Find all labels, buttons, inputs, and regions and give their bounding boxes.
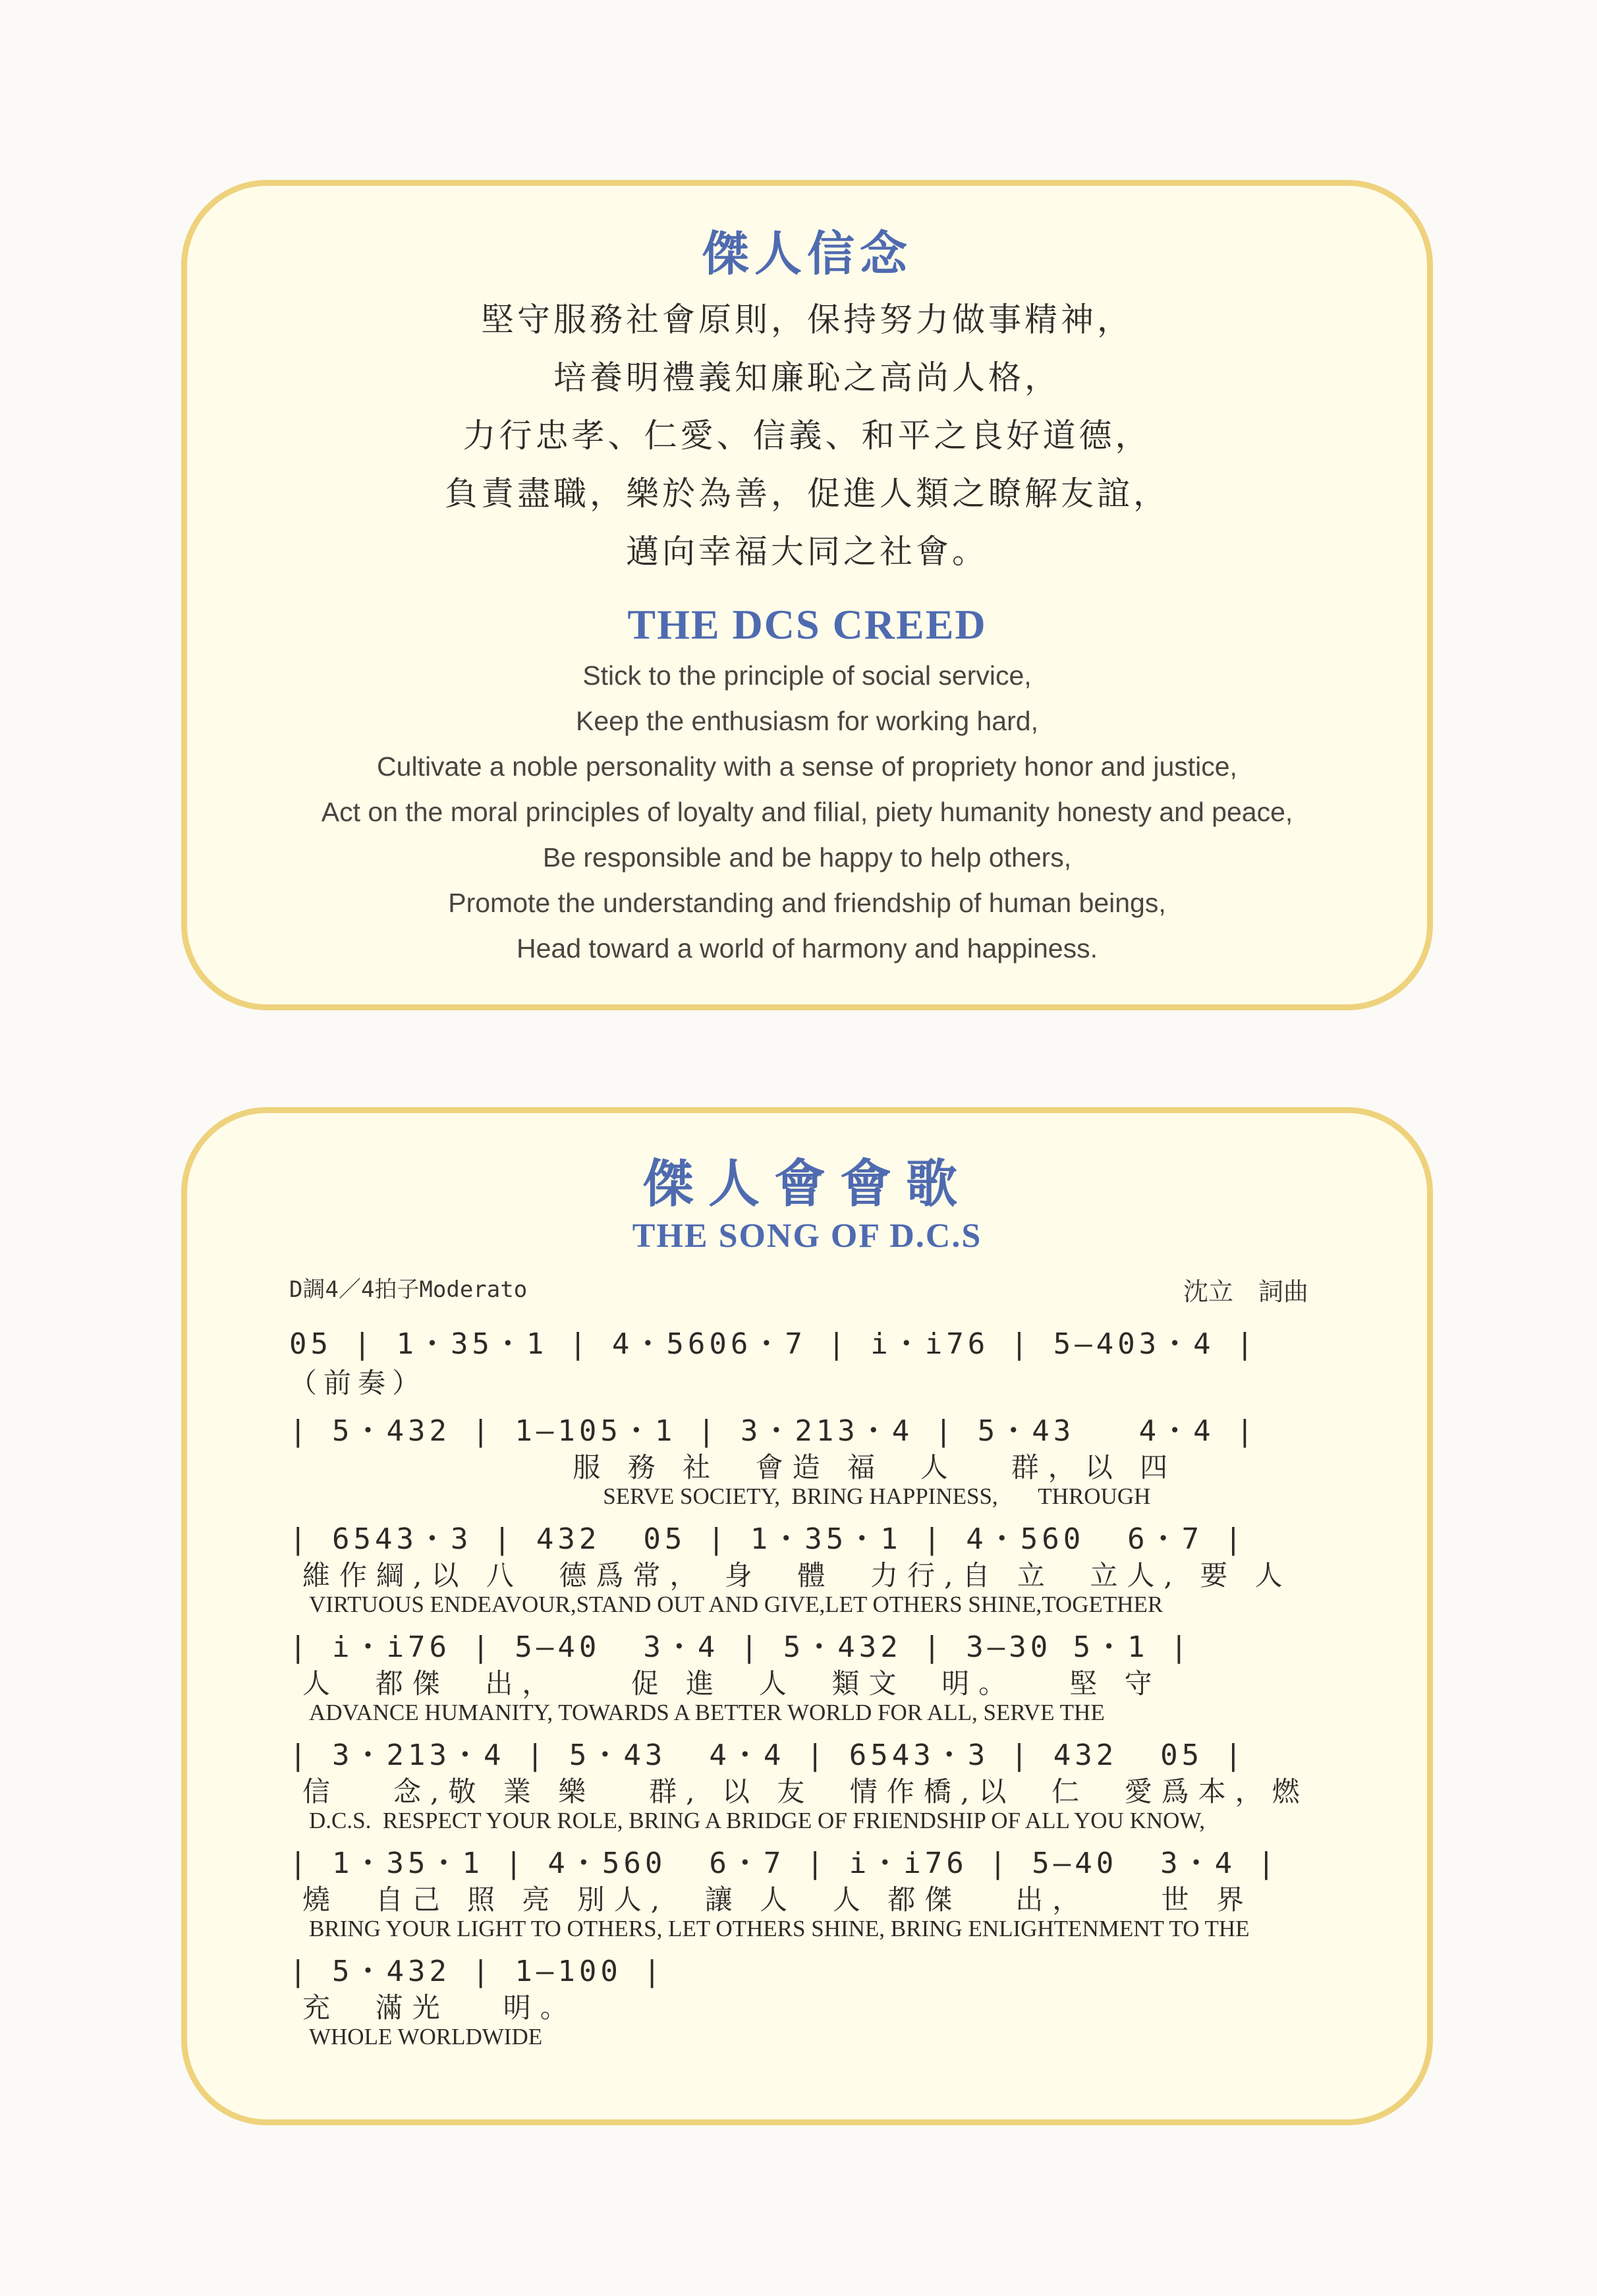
lyric-zh: 人 都傑 出， 促 進 人 類文 明。 堅 守	[302, 1667, 1162, 1700]
creed-line-en: Keep the enthusiasm for working hard,	[576, 706, 1038, 736]
creed-title-zh: 傑人信念	[701, 225, 912, 281]
creed-line-en: Be responsible and be happy to help others,	[542, 842, 1072, 873]
key-tempo: D調4／4拍子Moderato	[289, 1277, 528, 1303]
lyric-zh: 充 滿光 明。	[302, 1992, 577, 2024]
creed-line-en: Cultivate a noble personality with a sense of propriety honor and justice,	[377, 751, 1237, 782]
creed-line-zh: 力行忠孝、仁愛、信義、和平之良好道德，	[462, 416, 1152, 455]
song-card	[181, 1107, 1433, 2125]
notes-line: | 6543・3 | 432 05 | 1・35・1 | 4・560 6・7 |	[289, 1522, 1247, 1556]
music-score	[289, 1324, 1357, 2059]
lyric-en: BRING YOUR LIGHT TO OTHERS, LET OTHERS SHINE, BRING ENLIGHTENMENT TO THE	[309, 1916, 1250, 1941]
intro-label: （前奏）	[289, 1367, 427, 1399]
lyric-zh: 信 念,敬 業 樂 群, 以 友 情作橋,以 仁 愛爲本，燃	[302, 1775, 1309, 1808]
intro-block	[289, 1324, 1357, 1402]
score-line	[289, 1951, 1357, 2050]
lyric-en: SERVE SOCIETY, BRING HAPPINESS, THROUGH	[309, 1483, 1151, 1509]
intro-notes: 05 | 1・35・1 | 4・5606・7 | i・i76 | 5—403・4 |	[289, 1327, 1258, 1361]
song-title-en: THE SONG OF D.C.S	[632, 1217, 982, 1255]
creed-line-zh: 堅守服務社會原則，保持努力做事精神，	[481, 301, 1133, 339]
creed-line-en: Stick to the principle of social service,	[582, 660, 1032, 691]
creed-line-zh: 邁向幸福大同之社會。	[626, 532, 988, 571]
lyric-en: D.C.S. RESPECT YOUR ROLE, BRING A BRIDGE OF FRIENDSHIP OF ALL YOU KNOW,	[309, 1808, 1205, 1833]
composer-credit: 沈立 詞曲	[1183, 1277, 1308, 1306]
creed-card	[181, 180, 1433, 1010]
score-line	[289, 1411, 1357, 1510]
creed-line-zh: 培養明禮義知廉恥之高尚人格，	[553, 359, 1061, 397]
notes-line: | 3・213・4 | 5・43 4・4 | 6543・3 | 432 05 |	[289, 1738, 1247, 1772]
notes-line: | i・i76 | 5—40 3・4 | 5・432 | 3—30 5・1 |	[289, 1630, 1192, 1664]
lyric-zh: 燒 自己 照 亮 別人, 讓 人 人 都傑 出， 世 界	[302, 1883, 1254, 1916]
creed-title-en: THE DCS CREED	[627, 601, 987, 648]
notes-line: | 5・432 | 1—100 |	[289, 1955, 665, 1988]
score-line	[289, 1627, 1357, 1726]
score-line	[289, 1843, 1357, 1942]
creed-text-zh	[187, 291, 1427, 581]
creed-text-en	[187, 653, 1427, 971]
lyric-en: ADVANCE HUMANITY, TOWARDS A BETTER WORLD FOR ALL, SERVE THE	[309, 1700, 1105, 1725]
lyric-zh: 服 務 社 會造 福 人 群，以 四	[302, 1451, 1177, 1483]
creed-line-en: Head toward a world of harmony and happiness.	[516, 933, 1098, 963]
creed-line-en: Promote the understanding and friendship of human beings,	[448, 888, 1166, 918]
lyric-en: VIRTUOUS ENDEAVOUR,STAND OUT AND GIVE,LET OTHERS SHINE,TOGETHER	[309, 1592, 1163, 1617]
lyric-en: WHOLE WORLDWIDE	[309, 2024, 543, 2050]
creed-line-en: Act on the moral principles of loyalty and filial, piety humanity honesty and peace,	[321, 797, 1293, 827]
lyric-zh: 維作綱,以 八 德爲常， 身 體 力行,自 立 立人, 要 人	[302, 1559, 1292, 1592]
creed-line-zh: 負責盡職，樂於為善，促進人類之瞭解友誼，	[445, 474, 1169, 513]
score-line	[289, 1735, 1357, 1834]
notes-line: | 1・35・1 | 4・560 6・7 | i・i76 | 5—40 3・4 |	[289, 1847, 1279, 1880]
song-title-zh: 傑人會會歌	[642, 1154, 972, 1214]
score-line	[289, 1519, 1357, 1618]
notes-line: | 5・432 | 1—105・1 | 3・213・4 | 5・43 4・4 |	[289, 1414, 1258, 1448]
